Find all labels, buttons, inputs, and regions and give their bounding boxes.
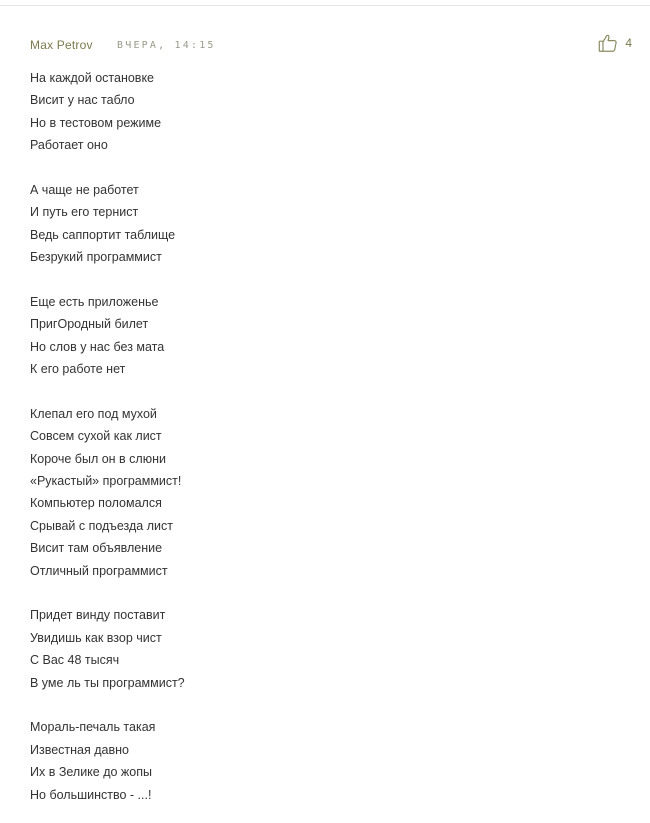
poem-line: Висит там объявление	[30, 541, 163, 556]
stanza	[30, 67, 590, 157]
poem-line: Придет винду поставит	[30, 608, 166, 623]
top-divider	[0, 5, 650, 6]
poem-line: ПригОродный билет	[30, 317, 149, 332]
poem-line: Известная давно	[30, 742, 129, 757]
stanza	[30, 716, 590, 806]
poem-line: Клепал его под мухой	[30, 406, 157, 421]
poem-line: Их в Зелике до жопы	[30, 765, 153, 780]
stanza	[30, 403, 590, 493]
comment-body	[30, 67, 590, 806]
poem-line: В уме ль ты программист?	[30, 675, 185, 690]
comment-header	[30, 36, 634, 56]
thumbs-up-icon[interactable]	[597, 32, 619, 54]
poem-line: Мораль-печаль такая	[30, 720, 156, 735]
poem-line: Безрукий программист	[30, 250, 162, 265]
poem-line: Отличный программист	[30, 563, 168, 578]
poem-line: На каждой остановке	[30, 71, 155, 85]
poem-line: С Вас 48 тысяч	[30, 653, 120, 668]
comment	[30, 36, 634, 802]
poem-line: Но большинство - ...!	[30, 787, 152, 802]
poem-line: Срывай с подъезда лист	[30, 518, 173, 533]
poem-line: Ведь саппортит таблище	[30, 227, 176, 242]
poem-line: Работает оно	[30, 138, 108, 153]
comment-timestamp: ВЧЕРА, 14:15	[117, 40, 216, 51]
poem-line: Совсем сухой как лист	[30, 429, 162, 444]
poem-line: И путь его тернист	[30, 205, 139, 220]
like-count: 4	[625, 36, 632, 50]
poem-line: Но в тестовом режиме	[30, 115, 162, 130]
stanza	[30, 604, 590, 694]
poem-line: Висит у нас табло	[30, 93, 135, 108]
poem-line: Компьютер поломался	[30, 496, 162, 511]
poem-line: Но слов у нас без мата	[30, 339, 165, 354]
poem-line: Короче был он в слюни	[30, 451, 166, 466]
stanza	[30, 179, 590, 269]
poem-line: Еще есть приложенье	[30, 294, 159, 309]
poem-line: А чаще не работет	[30, 182, 139, 197]
poem-line: «Рукастый» программист!	[30, 474, 182, 489]
stanza	[30, 492, 590, 582]
like-button[interactable]	[597, 32, 632, 54]
poem-line: К его работе нет	[30, 362, 126, 377]
poem-line: Увидишь как взор чист	[30, 630, 162, 645]
stanza	[30, 291, 590, 381]
comment-author[interactable]: Max Petrov	[30, 38, 93, 52]
